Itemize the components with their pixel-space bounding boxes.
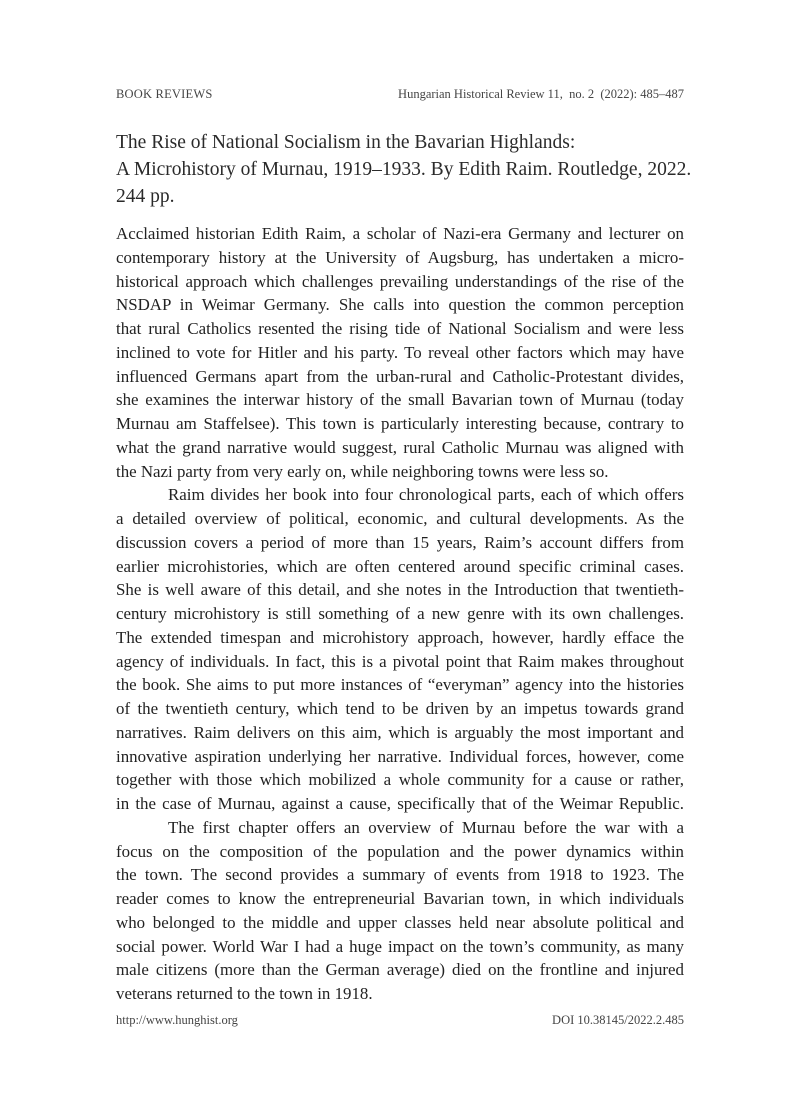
text-line: Acclaimed historian Edith Raim, a scholar of Nazi-era Germany and lecturer on bbox=[116, 224, 684, 243]
doi-label: DOI 10.38145/2022.2.485 bbox=[552, 1013, 684, 1027]
text-line: innovative aspiration underlying her narrative. Individual forces, however, come bbox=[116, 746, 684, 766]
text-line: The first chapter offers an overview of Murnau before the war with a bbox=[168, 817, 684, 837]
paragraph bbox=[116, 816, 684, 1006]
text-line: The extended timespan and microhistory approach, however, hardly efface the bbox=[116, 627, 684, 647]
text-line: the town. The second provides a summary of events from 1918 to 1923. The bbox=[116, 865, 684, 885]
text-line: Murnau am Staffelsee). This town is particularly interesting because, contrary to bbox=[116, 414, 684, 433]
text-line: together with those which mobilized a whole community for a cause or rather, bbox=[116, 770, 684, 790]
text-line: that rural Catholics resented the rising tide of National Socialism and were less bbox=[116, 319, 684, 338]
text-line: narratives. Raim delivers on this aim, which is arguably the most important and bbox=[116, 722, 684, 742]
text-line: influenced Germans apart from the urban-rural and Catholic-Protestant divides, bbox=[116, 366, 684, 386]
section-label: BOOK REVIEWS bbox=[116, 87, 213, 101]
text-line: she examines the interwar history of the small Bavarian town of Murnau (today bbox=[116, 390, 684, 410]
text-line: agency of individuals. In fact, this is a pivotal point that Raim makes throughout bbox=[116, 651, 684, 671]
text-line: veterans returned to the town in 1918. bbox=[116, 984, 373, 1003]
text-line: in the case of Murnau, against a cause, specifically that of the Weimar Republic. bbox=[116, 794, 684, 813]
text-line: contemporary history at the University of Augsburg, has undertaken a micro- bbox=[116, 247, 684, 267]
text-line: NSDAP in Weimar Germany. She calls into question the common perception bbox=[116, 295, 684, 315]
text-line: Raim divides her book into four chronological parts, each of which offers bbox=[168, 485, 684, 505]
text-line: earlier microhistories, which are often centered around specific criminal cases. bbox=[116, 556, 684, 576]
paragraph bbox=[116, 222, 684, 483]
text-line: the Nazi party from very early on, while neighboring towns were less so. bbox=[116, 461, 609, 481]
text-line: what the grand narrative would suggest, rural Catholic Murnau was aligned with bbox=[116, 437, 684, 457]
text-line: the book. She aims to put more instances of “everyman” agency into the histories bbox=[116, 675, 684, 695]
title-line: A Microhistory of Murnau, 1919–1933. By Edith Raim. Routledge, 2022. bbox=[116, 159, 692, 180]
text-line: inclined to vote for Hitler and his party. To reveal other factors which may have bbox=[116, 342, 684, 362]
text-line: She is well aware of this detail, and she notes in the Introduction that twentieth- bbox=[116, 580, 684, 600]
text-line: reader comes to know the entrepreneurial Bavarian town, in which individuals bbox=[116, 889, 684, 908]
text-line: of the twentieth century, which tend to be driven by an impetus towards grand bbox=[116, 699, 684, 718]
text-line: discussion covers a period of more than 15 years, Raim’s account differs from bbox=[116, 532, 684, 552]
review-body bbox=[116, 222, 684, 1006]
text-line: focus on the composition of the population and the power dynamics within bbox=[116, 841, 684, 861]
text-line: historical approach which challenges prevailing understandings of the rise of the bbox=[116, 271, 684, 291]
book-review-title bbox=[116, 129, 696, 210]
text-line: social power. World War I had a huge impact on the town’s community, as many bbox=[116, 936, 684, 956]
paragraph bbox=[116, 483, 684, 816]
title-line: The Rise of National Socialism in the Bavarian Highlands: bbox=[116, 132, 576, 153]
title-line: 244 pp. bbox=[116, 186, 175, 207]
text-line: century microhistory is still something of a new genre with its own challenges. bbox=[116, 604, 684, 623]
text-line: who belonged to the middle and upper classes held near absolute political and bbox=[116, 912, 684, 932]
journal-citation: Hungarian Historical Review 11, no. 2 (2022): 485–487 bbox=[398, 87, 684, 101]
text-line: a detailed overview of political, economic, and cultural developments. As the bbox=[116, 509, 684, 528]
text-line: male citizens (more than the German average) died on the frontline and injured bbox=[116, 960, 684, 980]
website-link[interactable]: http://www.hunghist.org bbox=[116, 1013, 238, 1027]
